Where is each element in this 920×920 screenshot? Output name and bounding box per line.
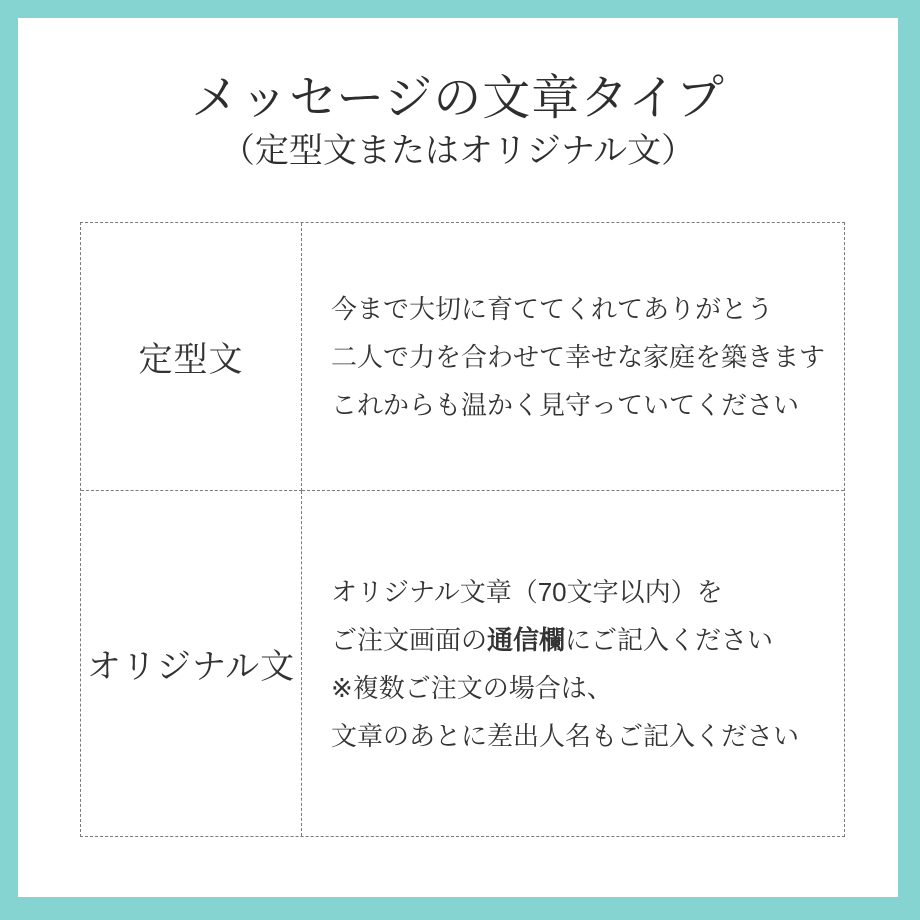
original-line-1: オリジナル文章（70文字以内）を: [331, 576, 723, 607]
original-line-4: 文章のあとに差出人名もご記入ください: [331, 720, 800, 751]
original-line-2-suffix: にご記入ください: [565, 624, 774, 655]
original-line-2-bold: 通信欄: [487, 624, 566, 655]
original-text-cell: [302, 491, 844, 836]
message-type-table: [80, 222, 845, 837]
original-line-3: ※複数ご注文の場合は、: [331, 672, 613, 703]
content-panel: [18, 18, 898, 897]
header: [18, 72, 898, 173]
original-line-2: [331, 616, 834, 664]
teikeibun-line-2: 二人で力を合わせて幸せな家庭を築きます: [331, 341, 826, 372]
teikeibun-text-cell: [302, 223, 844, 491]
page-subtitle: （定型文またはオリジナル文）: [220, 131, 696, 170]
teikeibun-line-3: これからも温かく見守っていてください: [331, 389, 800, 420]
row-label-teikeibun: 定型文: [81, 223, 302, 491]
row-label-original: オリジナル文: [81, 491, 302, 836]
teikeibun-line-1: 今まで大切に育ててくれてありがとう: [331, 293, 774, 324]
original-line-2-prefix: ご注文画面の: [331, 624, 488, 655]
page-title: メッセージの文章タイプ: [191, 72, 725, 125]
